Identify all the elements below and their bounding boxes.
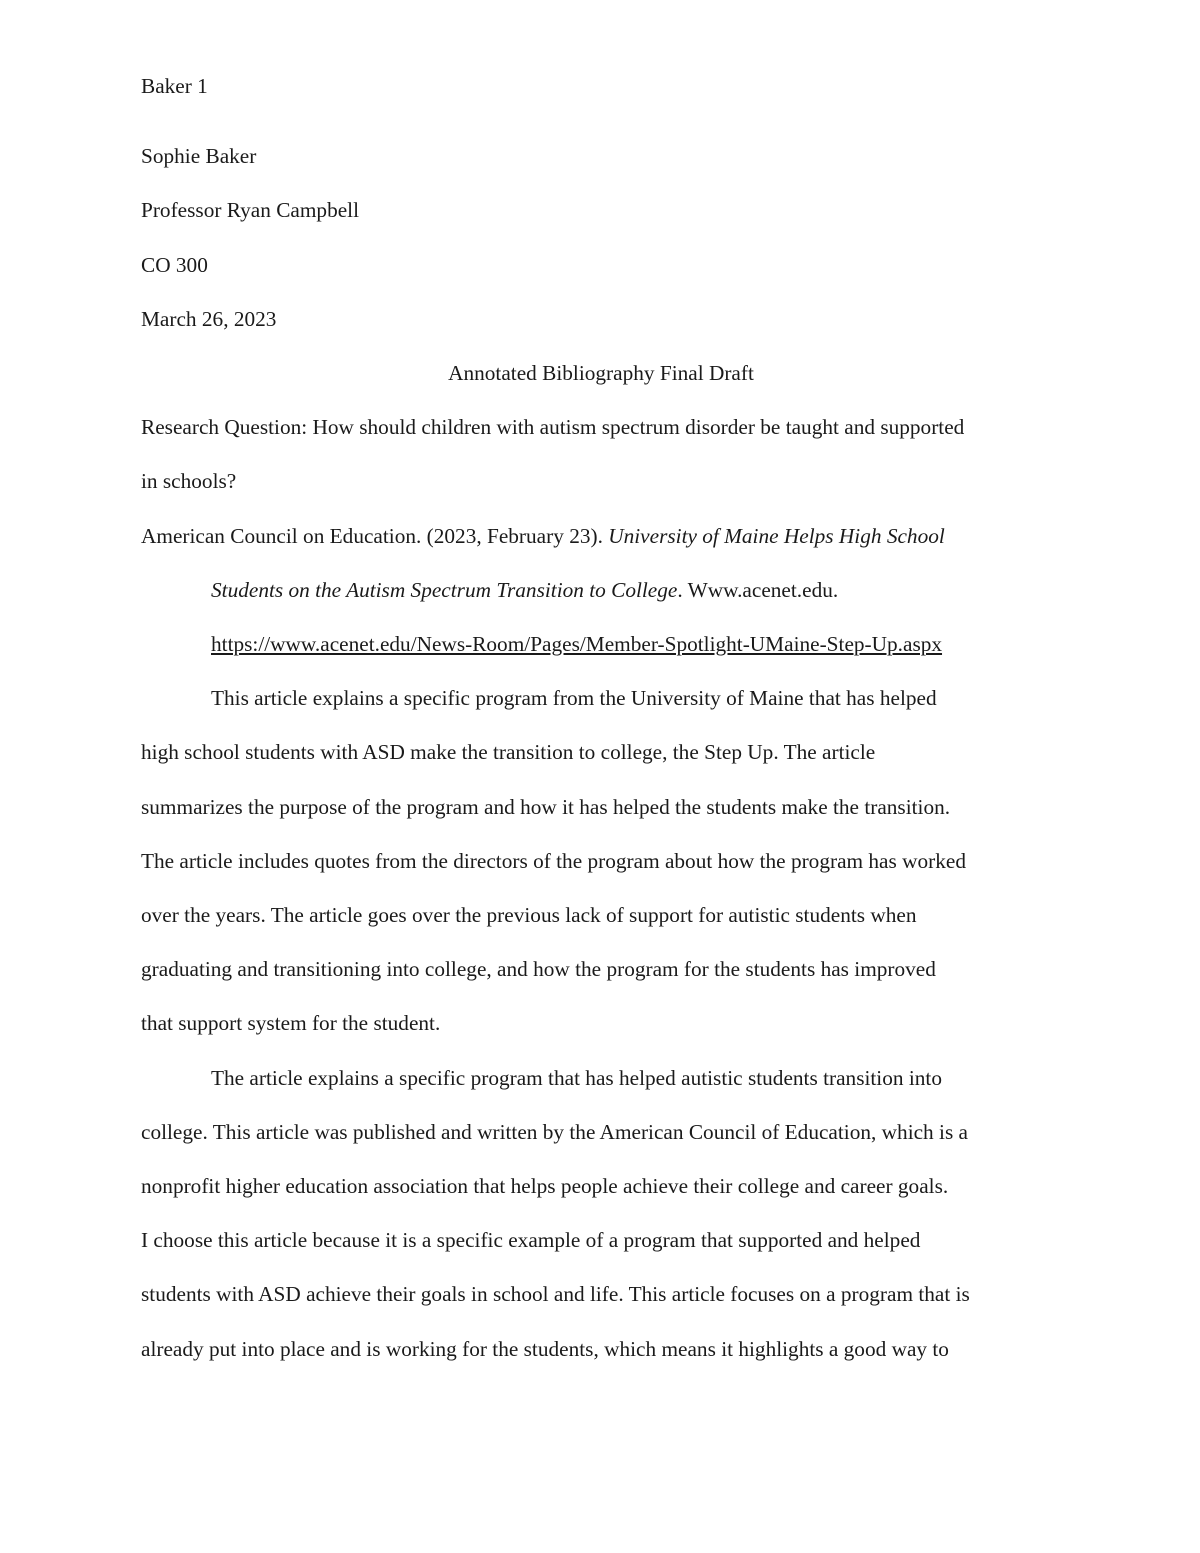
evaluation-line: already put into place and is working for the students, which means it highlights a good way to (141, 1336, 949, 1361)
research-question-line-1: Research Question: How should children with autism spectrum disorder be taught and supported (141, 415, 965, 440)
professor-name: Professor Ryan Campbell (141, 198, 360, 223)
summary-line: over the years. The article goes over the previous lack of support for autistic students when (141, 903, 917, 928)
summary-paragraph (141, 671, 1061, 1050)
summary-line: This article explains a specific program from the University of Maine that has helped (211, 686, 937, 711)
citation-title-part-1: University of Maine Helps High School (608, 523, 945, 548)
citation-line-1 (141, 509, 1061, 563)
evaluation-line: nonprofit higher education association that helps people achieve their college and career goals. (141, 1174, 949, 1199)
citation-title-part-2: Students on the Autism Spectrum Transition to College (211, 577, 678, 602)
evaluation-line: students with ASD achieve their goals in school and life. This article focuses on a program that is (141, 1282, 970, 1307)
evaluation-paragraph (141, 1051, 1061, 1376)
summary-line: that support system for the student. (141, 1011, 441, 1036)
document-title: Annotated Bibliography Final Draft (448, 361, 754, 386)
citation-line-3 (141, 617, 1061, 671)
citation-source: . Www.acenet.edu. (677, 577, 839, 602)
summary-line: The article includes quotes from the directors of the program about how the program has worked (141, 848, 966, 873)
running-head: Baker 1 (141, 74, 208, 98)
summary-line: high school students with ASD make the transition to college, the Step Up. The article (141, 740, 876, 765)
document-body (141, 59, 1061, 1376)
citation-author-date: American Council on Education. (2023, February 23). (141, 523, 609, 548)
summary-line: summarizes the purpose of the program and how it has helped the students make the transition. (141, 794, 951, 819)
evaluation-line: college. This article was published and written by the American Council of Education, which is a (141, 1119, 969, 1144)
date: March 26, 2023 (141, 306, 277, 331)
course-name: CO 300 (141, 252, 208, 277)
research-question-line-2: in schools? (141, 469, 237, 494)
citation-line-2 (141, 563, 1061, 617)
student-name: Sophie Baker (141, 144, 257, 169)
summary-line: graduating and transitioning into college, and how the program for the students has improved (141, 957, 936, 982)
evaluation-line: I choose this article because it is a specific example of a program that supported and helped (141, 1228, 921, 1253)
evaluation-line: The article explains a specific program that has helped autistic students transition into (211, 1065, 942, 1090)
citation-url-link[interactable]: https://www.acenet.edu/News-Room/Pages/Member-Spotlight-UMaine-Step-Up.aspx (211, 632, 943, 657)
